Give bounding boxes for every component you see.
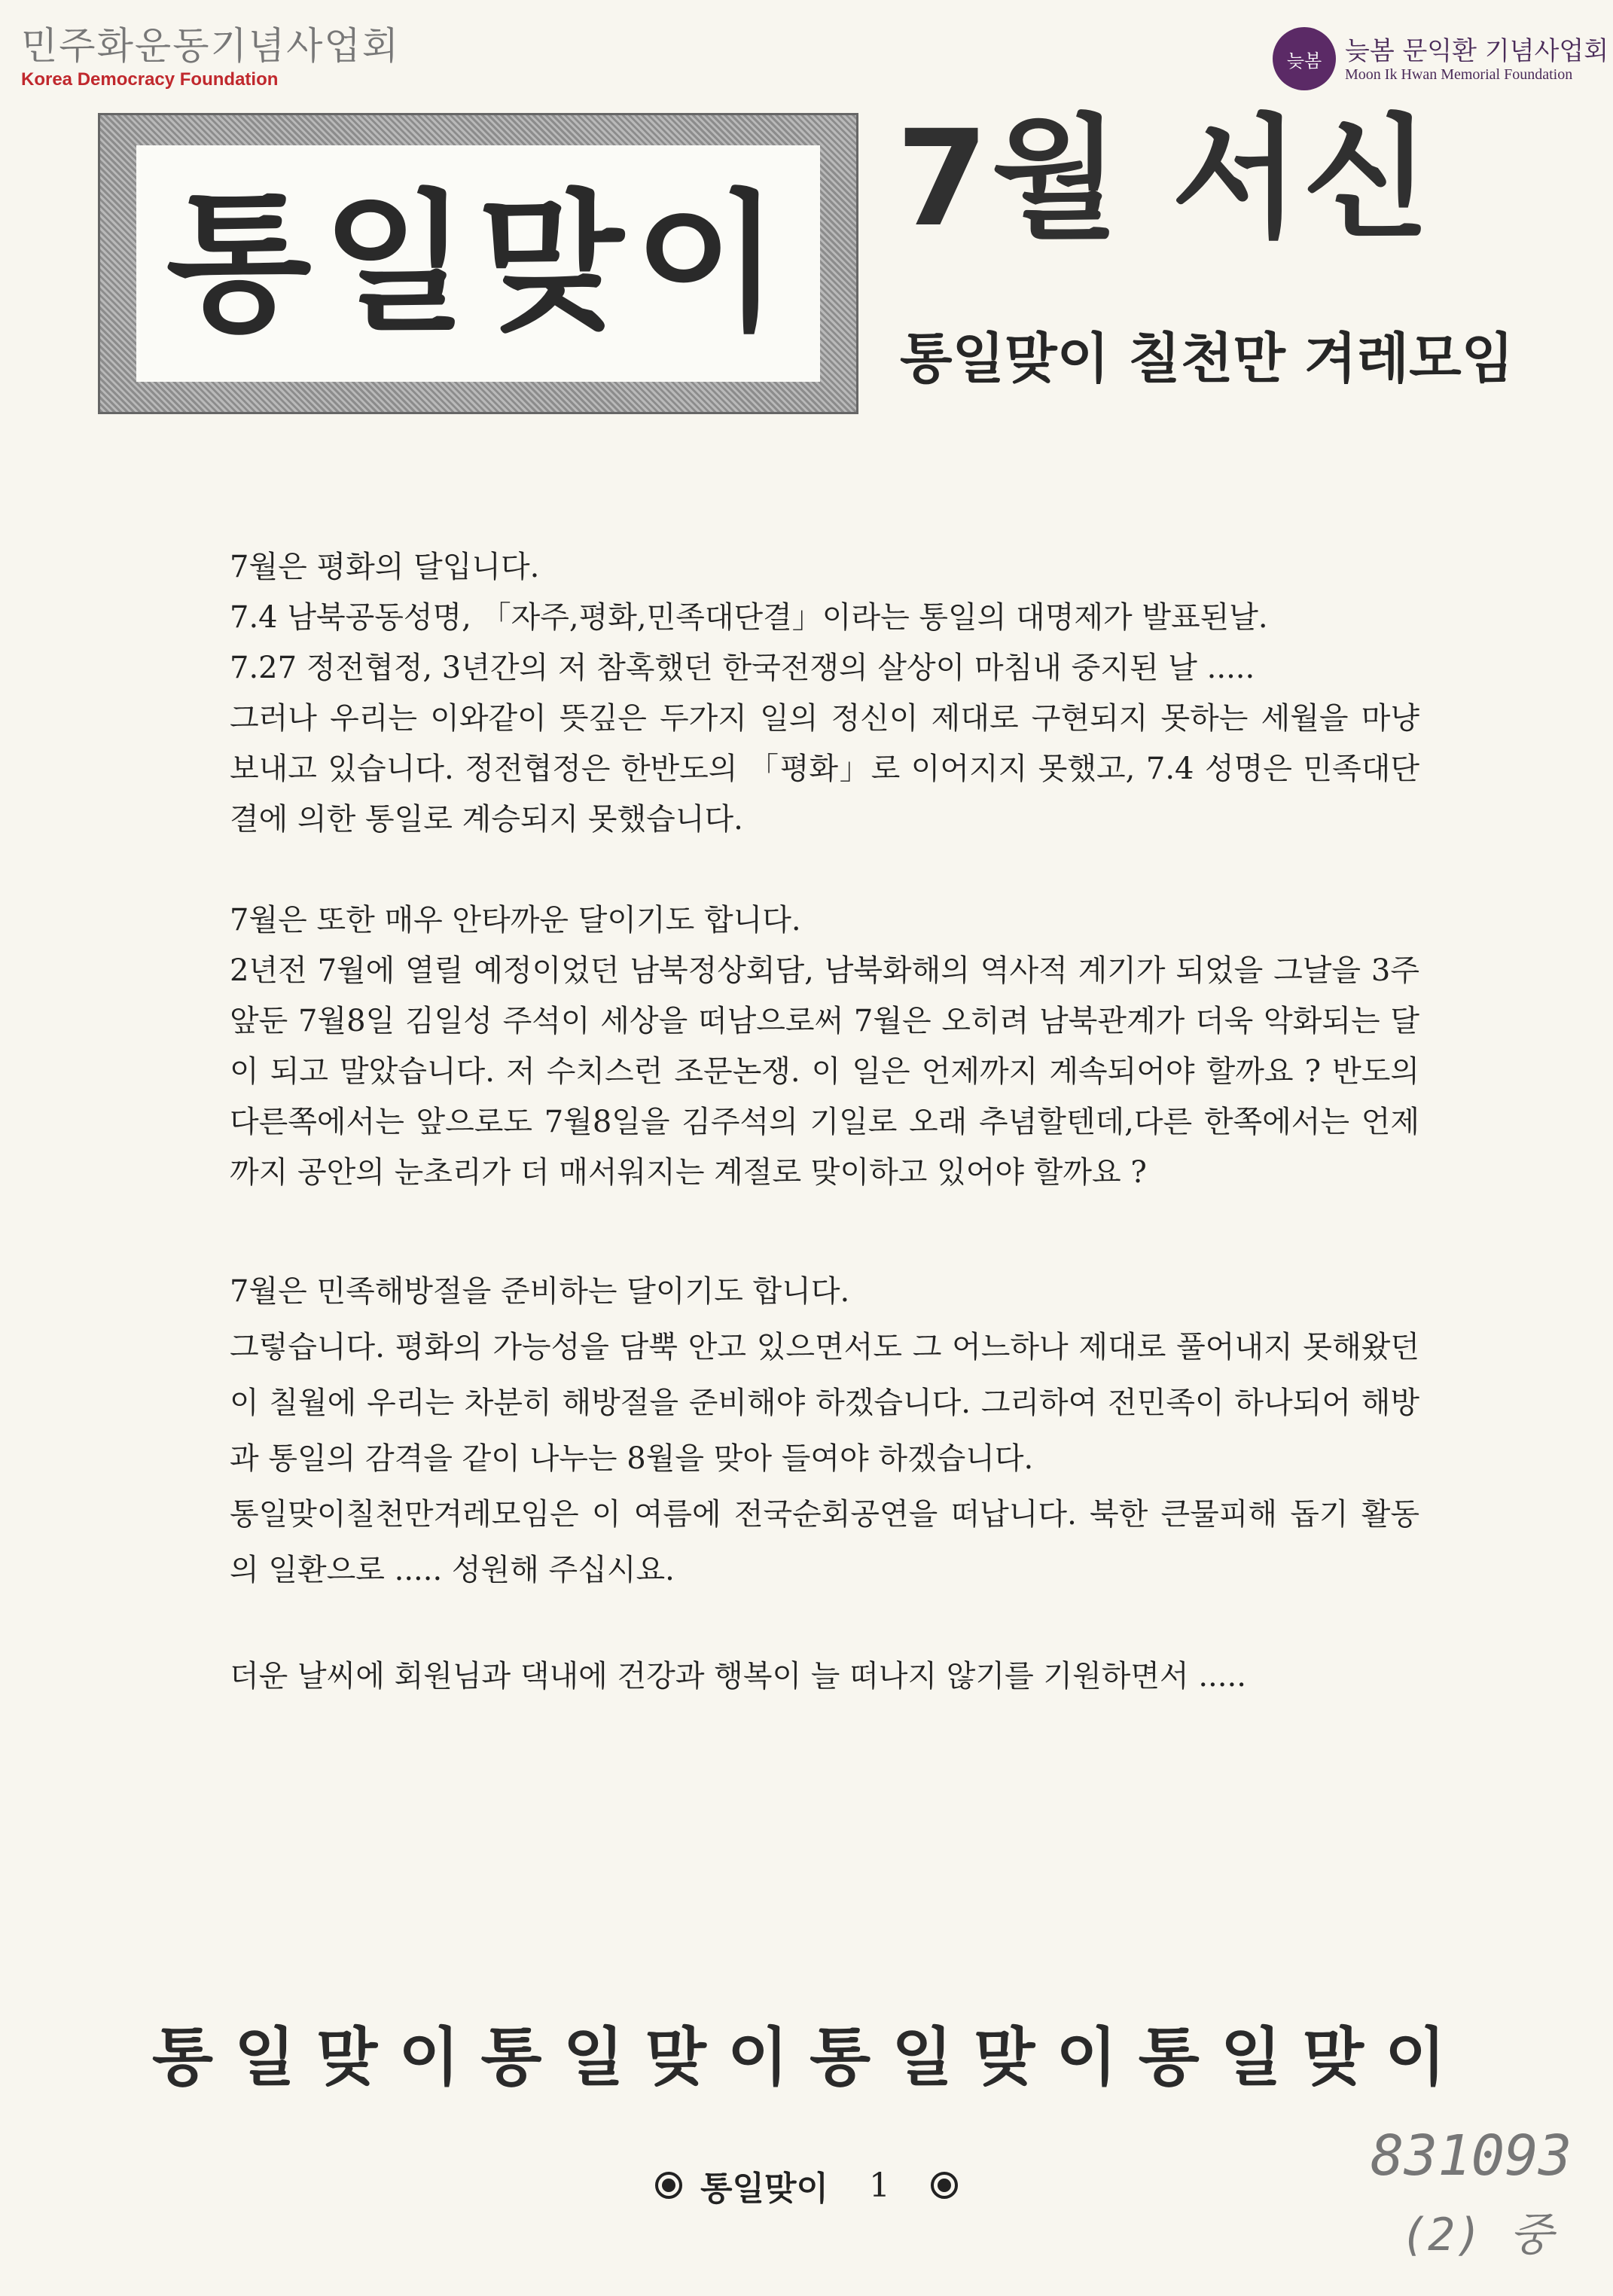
title-box-text: 통일맞이 [166, 175, 791, 352]
paragraph-line: 더운 날씨에 회원님과 댁내에 건강과 행복이 늘 떠나지 않기를 기원하면서 ..... [230, 1659, 1246, 1694]
title-frame [98, 113, 858, 414]
paragraph-gap [230, 1198, 1419, 1249]
page-number: 1 [869, 2166, 890, 2205]
mih-logo-english: Moon Ik Hwan Memorial Foundation [1345, 66, 1573, 83]
paragraph-line: 그렇습니다. 평화의 가능성을 담뿍 안고 있으면서도 그 어느하나 제대로 풀어내지 못해왔던 이 칠월에 우리는 차분히 해방절을 준비해야 하겠습니다. 그리하여 전민족이 하나되어 해방과 통일의 감격을 같이 나누는 8월을 맞아 들여야 하겠습니다. [230, 1330, 1419, 1476]
title-frame-inner [136, 145, 820, 382]
mih-logo [1273, 24, 1609, 92]
page-title: 7월 서신 [896, 102, 1434, 256]
kdf-logo-korean: 민주화운동기념사업회 [21, 24, 400, 68]
mih-logo-korean: 늦봄 문익환 기념사업회 [1345, 36, 1609, 66]
bullet-circle-icon [655, 2172, 682, 2199]
footer-banner: 통일맞이통일맞이통일맞이통일맞이 [151, 2020, 1468, 2094]
paragraph-line: 7.27 정전협정, 3년간의 저 참혹했던 한국전쟁의 살상이 마침내 중지된 날 ..... [230, 651, 1255, 685]
paragraph-line: 그러나 우리는 이와같이 뜻깊은 두가지 일의 정신이 제대로 구현되지 못하는 세월을 마냥 보내고 있습니다. 정전협정은 한반도의 「평화」로 이어지지 못했고, 7.4 성명은 민족대단결에 의한 통일로 계승되지 못했습니다. [230, 701, 1419, 837]
paragraph-gap [230, 1249, 1419, 1264]
paragraph-gap [230, 845, 1419, 895]
archive-handwritten-sub: (2) 중 [1401, 2209, 1554, 2261]
paragraph-line: 7월은 또한 매우 안타까운 달이기도 합니다. [230, 903, 801, 938]
page-subtitle: 통일맞이 칠천만 겨레모임 [900, 327, 1514, 390]
footer-label: 통일맞이 [700, 2169, 828, 2208]
paragraph-line: 2년전 7월에 열릴 예정이었던 남북정상회담, 남북화해의 역사적 계기가 되었을 그날을 3주앞둔 7월8일 김일성 주석이 세상을 떠남으로써 7월은 오히려 남북관계가 더욱 악화되는 달이 되고 말았습니다. 저 수치스런 조문논쟁. 이 일은 언제까지 계속되어야 할까요 ? 반도의 다른쪽에서는 앞으로도 7월8일을 김주석의 기일로 오래 추념할텐데,다른 한쪽에서는 언제까지 공안의 눈초리가 더 매서워지는 계절로 맞이하고 있어야 할까요 ? [230, 953, 1419, 1190]
kdf-logo [21, 24, 400, 90]
paragraph-line: 통일맞이칠천만겨레모임은 이 여름에 전국순회공연을 떠납니다. 북한 큰물피해 돕기 활동의 일환으로 ..... 성원해 주십시요. [230, 1497, 1419, 1587]
paragraph-line: 7.4 남북공동성명, 「자주,평화,민족대단결」이라는 통일의 대명제가 발표된날. [230, 600, 1268, 635]
kdf-logo-english: Korea Democracy Foundation [21, 69, 279, 90]
letter-body [230, 542, 1419, 1704]
paragraph-gap [230, 1598, 1419, 1648]
bullet-circle-icon [931, 2172, 958, 2199]
archive-handwritten-number: 831093 [1371, 2124, 1572, 2188]
paragraph-line: 7월은 평화의 달입니다. [230, 550, 540, 584]
paragraph-line: 7월은 민족해방절을 준비하는 달이기도 합니다. [230, 1274, 850, 1309]
mih-logo-badge: 늦봄 [1273, 27, 1336, 90]
